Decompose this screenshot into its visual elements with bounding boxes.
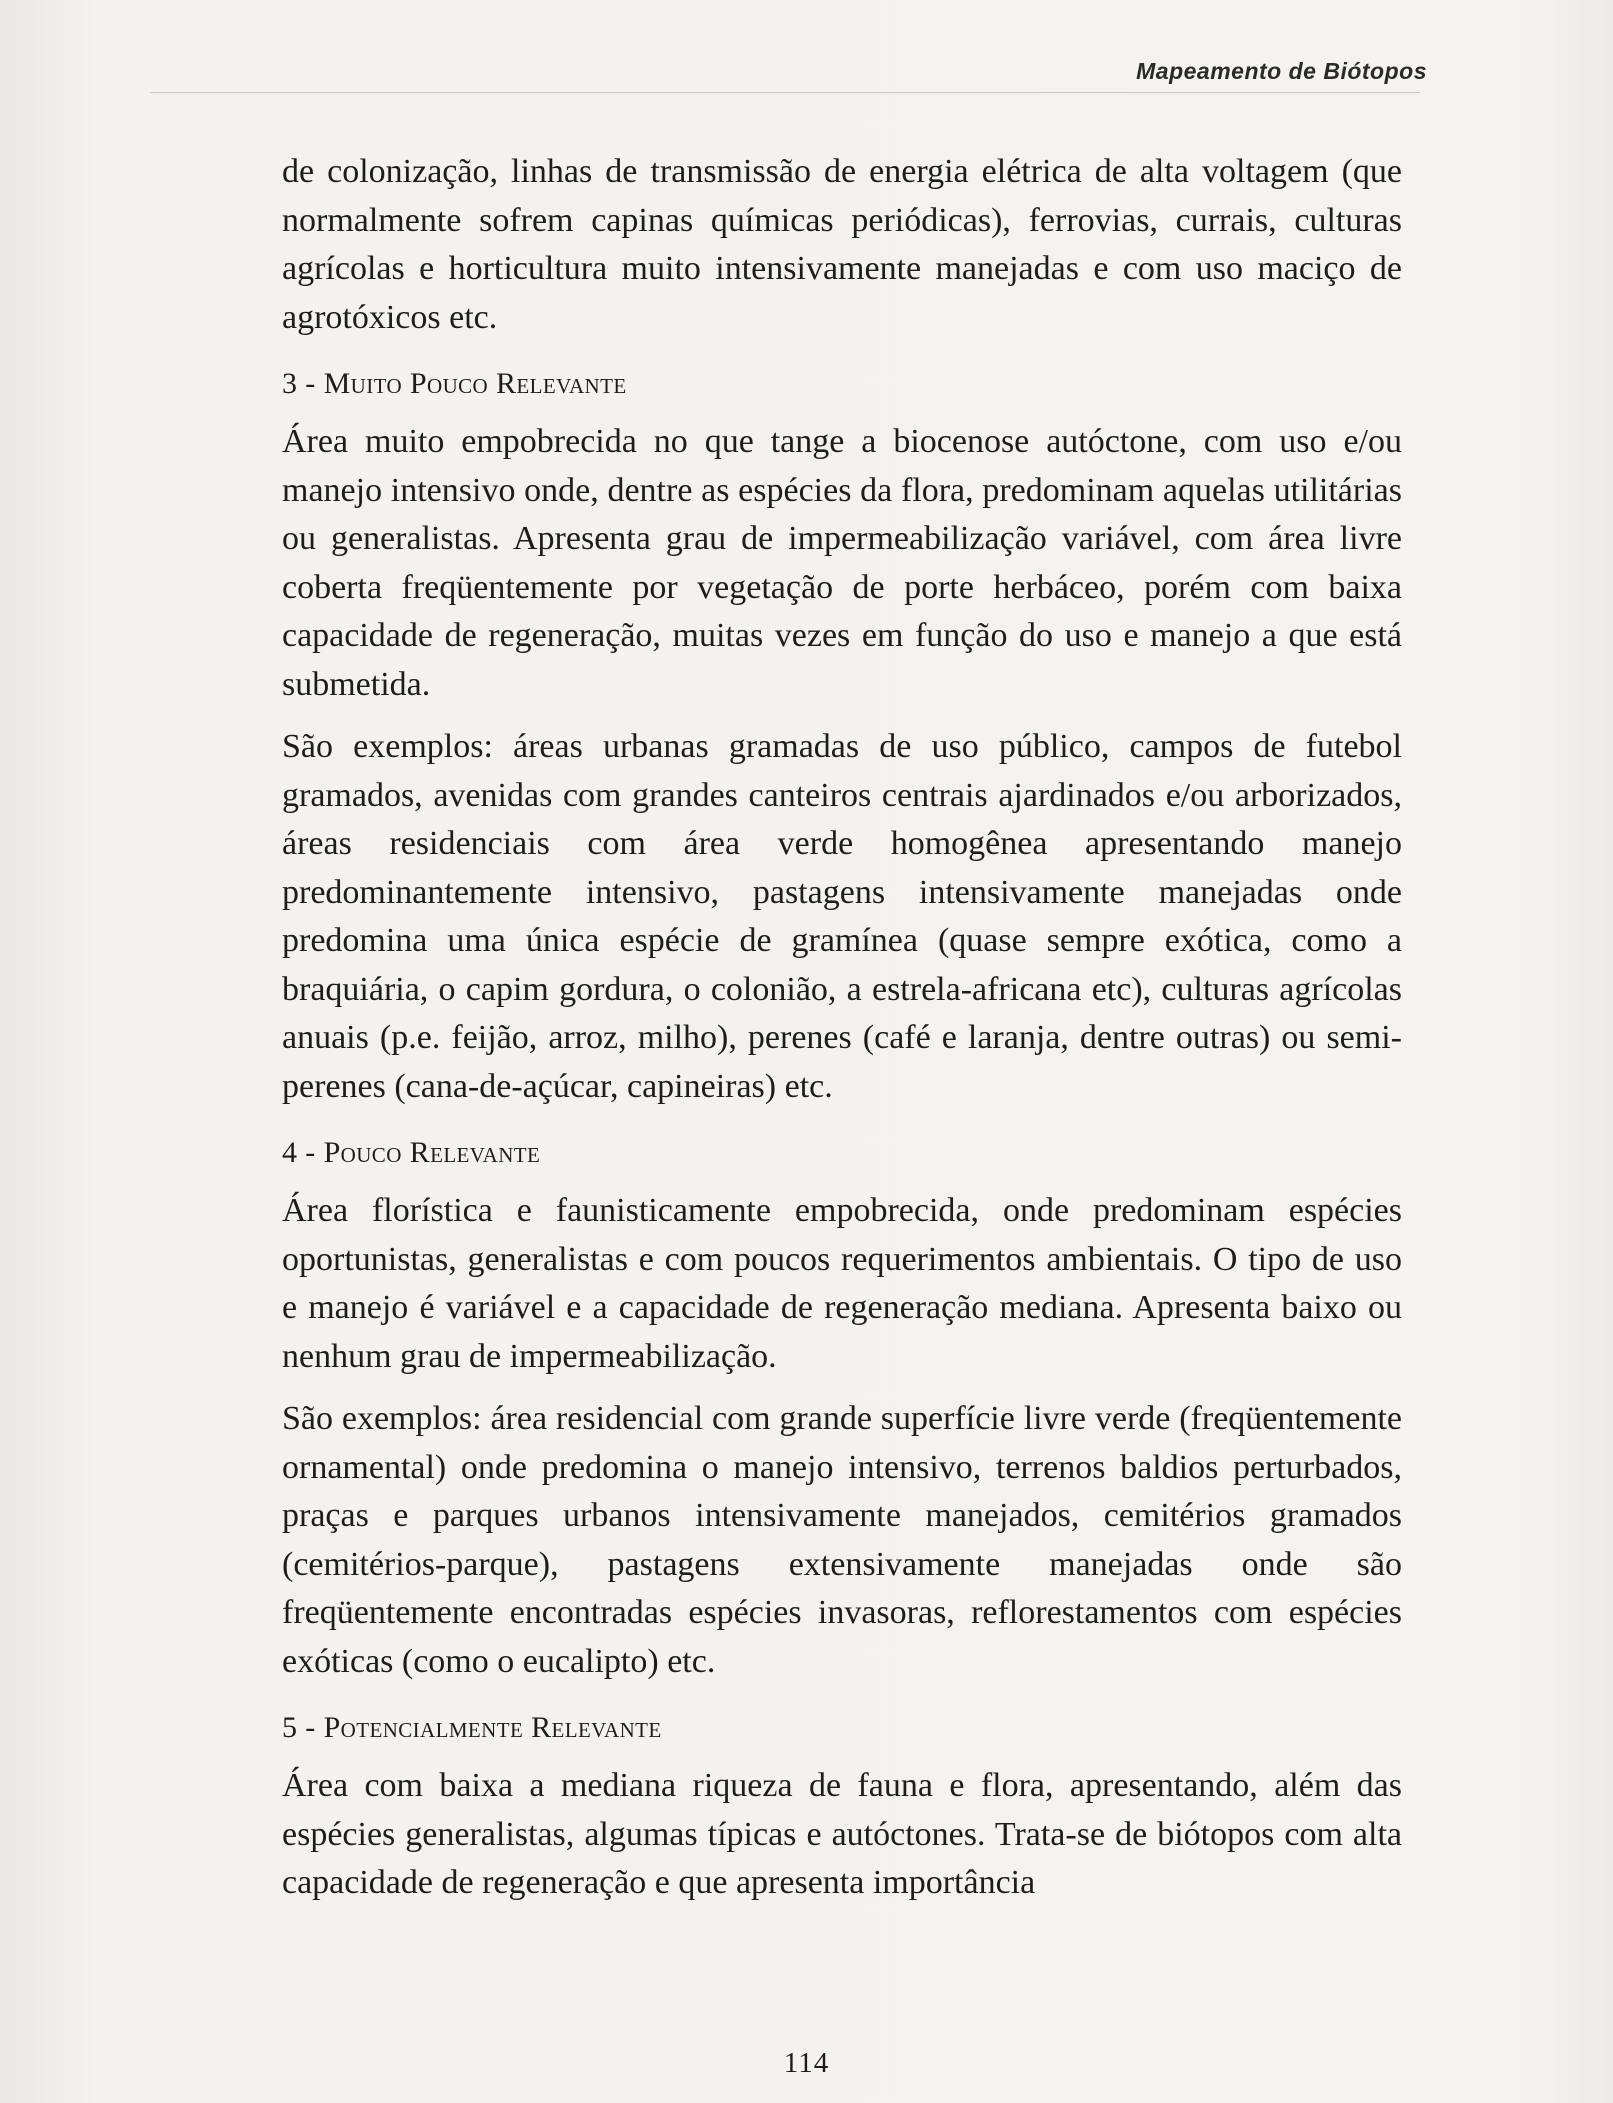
paragraph-continuation: de colonização, linhas de transmissão de energia elétrica de alta voltagem (que normalmente sofrem capinas químicas periódicas), ferrovias, currais, culturas agrícolas e horticultura muito intensivamente manejadas e com uso maciço de agrotóxicos etc. bbox=[282, 153, 1402, 336]
section-heading-3: 3 - Muito Pouco Relevante bbox=[282, 367, 627, 400]
section-heading-4: 4 - Pouco Relevante bbox=[282, 1136, 541, 1169]
paragraph-pouco-relevante-examples: São exemplos: área residencial com grande superfície livre verde (freqüentemente ornamental) onde predomina o manejo intensivo, terrenos baldios perturbados, praças e parques urbanos intensivamente manejados, cemitérios gramados (cemitérios-parque), pastagens extensivamente manejadas onde são freqüentemente encontradas espécies invasoras, reflorestamentos com espécies exóticas (como o eucalipto) etc. bbox=[282, 1400, 1402, 1680]
page-number: 114 bbox=[783, 2047, 830, 2079]
header-rule bbox=[150, 92, 1420, 93]
paragraph-muito-pouco-relevante-definition: Área muito empobrecida no que tange a biocenose autóctone, com uso e/ou manejo intensivo onde, dentre as espécies da flora, predominam aquelas utilitárias ou generalistas. Apresenta grau de impermeabilização variável, com área livre coberta freqüentemente por vegetação de porte herbáceo, porém com baixa capacidade de regeneração, muitas vezes em função do uso e manejo a que está submetida. bbox=[282, 423, 1402, 703]
running-header: Mapeamento de Biótopos bbox=[1136, 58, 1427, 84]
paragraph-muito-pouco-relevante-examples: São exemplos: áreas urbanas gramadas de uso público, campos de futebol gramados, avenidas com grandes canteiros centrais ajardinados e/ou arborizados, áreas residenciais com área verde homogênea apresentando manejo predominantemente intensivo, pastagens intensivamente manejadas onde predomina uma única espécie de gramínea (quase sempre exótica, como a braquiária, o capim gordura, o colonião, a estrela-africana etc), culturas agrícolas anuais (p.e. feijão, arroz, milho), perenes (café e laranja, dentre outras) ou semi-perenes (cana-de-açúcar, capineiras) etc. bbox=[282, 728, 1402, 1105]
paragraph-potencialmente-relevante-definition: Área com baixa a mediana riqueza de fauna e flora, apresentando, além das espécies generalistas, algumas típicas e autóctones. Trata-se de biótopos com alta capacidade de regeneração e que apresenta importância bbox=[282, 1767, 1402, 1901]
section-heading-5: 5 - Potencialmente Relevante bbox=[282, 1711, 662, 1744]
page-body bbox=[282, 148, 1402, 1922]
paragraph-pouco-relevante-definition: Área florística e faunisticamente empobrecida, onde predominam espécies oportunistas, generalistas e com poucos requerimentos ambientais. O tipo de uso e manejo é variável e a capacidade de regeneração mediana. Apresenta baixo ou nenhum grau de impermeabilização. bbox=[282, 1192, 1402, 1375]
